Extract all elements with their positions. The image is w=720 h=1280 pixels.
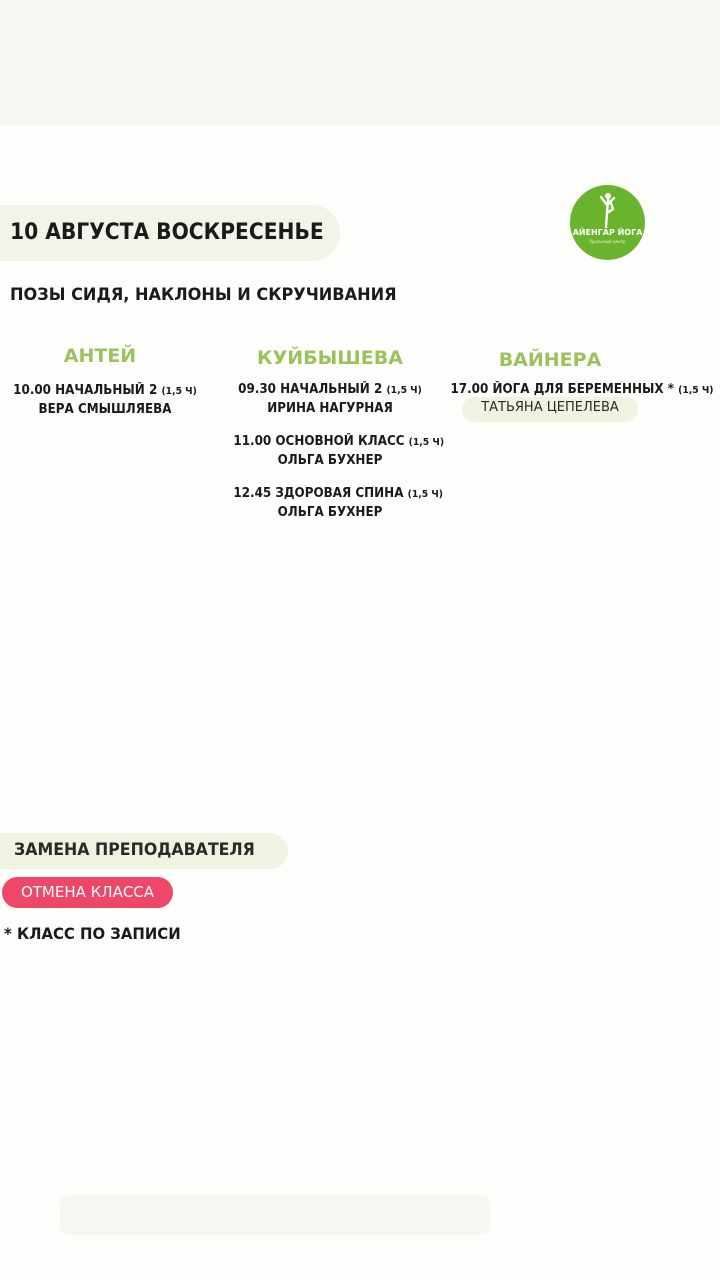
booking-note: * КЛАСС ПО ЗАПИСИ — [4, 924, 181, 943]
logo — [570, 185, 645, 260]
session-theme: ПОЗЫ СИДЯ, НАКЛОНЫ И СКРУЧИВАНИЯ — [10, 285, 397, 305]
location-heading: АНТЕЙ — [63, 345, 137, 367]
top-band — [0, 0, 720, 125]
location-heading: ВАЙНЕРА — [498, 349, 602, 371]
class-entry — [0, 382, 210, 419]
class-time-title: 12.45 ЗДОРОВАЯ СПИНА (1,5 Ч) — [233, 486, 443, 501]
class-teacher: ВЕРА СМЫШЛЯЕВА — [38, 402, 172, 417]
cancellation-legend-label: ОТМЕНА КЛАССА — [20, 883, 155, 901]
location-heading: КУЙБЫШЕВА — [257, 347, 403, 369]
logo-name: АЙЕНГАР ЙОГА — [572, 228, 643, 237]
class-teacher: ИРИНА НАГУРНАЯ — [267, 401, 393, 416]
class-time-title: 09.30 НАЧАЛЬНЫЙ 2 (1,5 Ч) — [238, 382, 422, 397]
class-entry — [225, 485, 443, 522]
yoga-pose-icon — [570, 185, 645, 260]
class-teacher: ТАТЬЯНА ЦЕПЕЛЕВА — [481, 400, 619, 415]
class-teacher: ОЛЬГА БУХНЕР — [277, 505, 383, 520]
substitution-legend-label: ЗАМЕНА ПРЕПОДАВАТЕЛЯ — [14, 840, 255, 860]
date-title: 10 АВГУСТА ВОСКРЕСЕНЬЕ — [10, 220, 324, 245]
class-time-title: 17.00 ЙОГА ДЛЯ БЕРЕМЕННЫХ * (1,5 Ч) — [450, 382, 714, 397]
logo-subtitle: Уральский центр — [589, 239, 626, 244]
class-teacher: ОЛЬГА БУХНЕР — [277, 453, 383, 468]
class-time-title: 10.00 НАЧАЛЬНЫЙ 2 (1,5 Ч) — [13, 383, 197, 398]
bottom-band — [60, 1195, 490, 1235]
class-time-title: 11.00 ОСНОВНОЙ КЛАСС (1,5 Ч) — [233, 434, 445, 449]
class-entry — [225, 433, 445, 470]
class-entry — [225, 381, 435, 418]
